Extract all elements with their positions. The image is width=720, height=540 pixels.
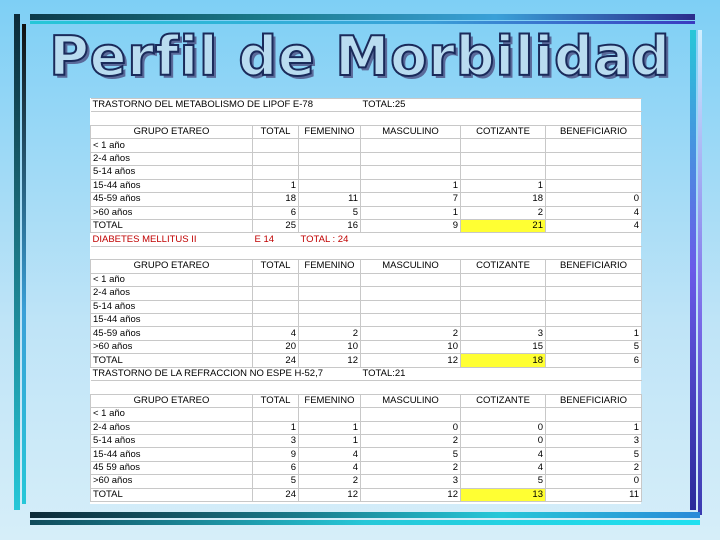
age-group-cell: TOTAL <box>91 488 253 501</box>
age-group-cell: 15-44 años <box>91 179 253 192</box>
age-group-cell: 2-4 años <box>91 421 253 434</box>
column-header: FEMENINO <box>299 260 361 273</box>
left-frame-bar-accent <box>22 24 26 504</box>
fem-cell: 1 <box>299 434 361 447</box>
total-cell <box>253 139 299 152</box>
morbidity-table-sheet <box>90 98 641 504</box>
ben-cell: 3 <box>546 434 642 447</box>
empty-cell <box>91 381 253 394</box>
age-group-cell: 2-4 años <box>91 287 253 300</box>
ben-cell: 11 <box>546 488 642 501</box>
age-group-cell: 45-59 años <box>91 327 253 340</box>
mas-cell <box>361 287 461 300</box>
ben-cell <box>546 408 642 421</box>
column-header: GRUPO ETAREO <box>91 260 253 273</box>
table-row <box>91 421 642 434</box>
mas-cell <box>361 273 461 286</box>
table-row <box>91 179 642 192</box>
ben-cell <box>546 300 642 313</box>
cot-cell <box>461 287 546 300</box>
table-row <box>91 139 642 152</box>
cot-cell: 21 <box>461 219 546 232</box>
table-row <box>91 273 642 286</box>
column-header: GRUPO ETAREO <box>91 394 253 407</box>
cot-cell: 15 <box>461 340 546 353</box>
fem-cell: 11 <box>299 193 361 206</box>
table-row <box>91 166 642 179</box>
column-header: TOTAL <box>253 125 299 138</box>
header-row <box>91 394 642 407</box>
empty-cell <box>461 112 546 125</box>
mas-cell: 7 <box>361 193 461 206</box>
age-group-cell: 15-44 años <box>91 448 253 461</box>
total-cell: 20 <box>253 340 299 353</box>
age-group-cell: 15-44 años <box>91 314 253 327</box>
age-group-cell: < 1 año <box>91 408 253 421</box>
column-header: COTIZANTE <box>461 260 546 273</box>
fem-cell: 2 <box>299 475 361 488</box>
ben-cell <box>546 139 642 152</box>
empty-cell <box>546 367 642 380</box>
empty-cell <box>461 367 546 380</box>
section-title-row <box>91 367 642 380</box>
age-group-cell: < 1 año <box>91 139 253 152</box>
column-header: GRUPO ETAREO <box>91 125 253 138</box>
mas-cell: 12 <box>361 354 461 367</box>
mas-cell: 12 <box>361 488 461 501</box>
mas-cell: 9 <box>361 219 461 232</box>
fem-cell <box>299 139 361 152</box>
table-row <box>91 434 642 447</box>
total-cell: 24 <box>253 354 299 367</box>
empty-cell <box>546 99 642 112</box>
empty-cell <box>546 246 642 259</box>
section-title-row <box>91 99 642 112</box>
age-group-cell: < 1 año <box>91 273 253 286</box>
bottom-frame-bar <box>30 512 700 518</box>
total-cell: 18 <box>253 193 299 206</box>
empty-cell <box>461 233 546 246</box>
column-header: MASCULINO <box>361 125 461 138</box>
section-total-label <box>361 233 461 246</box>
ben-cell: 6 <box>546 354 642 367</box>
ben-cell: 5 <box>546 448 642 461</box>
total-row <box>91 354 642 367</box>
ben-cell <box>546 152 642 165</box>
ben-cell: 4 <box>546 206 642 219</box>
empty-cell <box>299 246 361 259</box>
ben-cell: 1 <box>546 421 642 434</box>
right-frame-bar-accent <box>698 30 702 515</box>
empty-cell <box>91 246 253 259</box>
table-body <box>91 99 642 502</box>
mas-cell <box>361 408 461 421</box>
table-row <box>91 193 642 206</box>
column-header: FEMENINO <box>299 394 361 407</box>
total-cell <box>253 287 299 300</box>
cot-cell <box>461 139 546 152</box>
top-frame-bar <box>30 14 695 20</box>
empty-cell <box>253 381 299 394</box>
column-header: MASCULINO <box>361 260 461 273</box>
cot-cell <box>461 152 546 165</box>
total-cell: 24 <box>253 488 299 501</box>
fem-cell <box>299 179 361 192</box>
cot-cell: 0 <box>461 421 546 434</box>
mas-cell: 5 <box>361 448 461 461</box>
total-cell: 4 <box>253 327 299 340</box>
column-header: BENEFICIARIO <box>546 260 642 273</box>
ben-cell <box>546 273 642 286</box>
total-cell: 3 <box>253 434 299 447</box>
total-cell: 25 <box>253 219 299 232</box>
age-group-cell: 5-14 años <box>91 300 253 313</box>
section-title-row <box>91 233 642 246</box>
total-cell: 9 <box>253 448 299 461</box>
mas-cell: 0 <box>361 421 461 434</box>
table-row <box>91 461 642 474</box>
age-group-cell: 5-14 años <box>91 434 253 447</box>
cot-cell <box>461 273 546 286</box>
age-group-cell: TOTAL <box>91 219 253 232</box>
table-row <box>91 287 642 300</box>
total-cell <box>253 314 299 327</box>
empty-cell <box>461 381 546 394</box>
fem-cell: 4 <box>299 461 361 474</box>
column-header: BENEFICIARIO <box>546 394 642 407</box>
spacer-row <box>91 381 642 394</box>
fem-cell <box>299 273 361 286</box>
fem-cell <box>299 300 361 313</box>
table-row <box>91 300 642 313</box>
empty-cell <box>361 112 461 125</box>
column-header: COTIZANTE <box>461 394 546 407</box>
ben-cell: 2 <box>546 461 642 474</box>
ben-cell <box>546 287 642 300</box>
total-cell <box>253 166 299 179</box>
empty-cell <box>253 112 299 125</box>
cot-cell <box>461 166 546 179</box>
mas-cell: 1 <box>361 179 461 192</box>
fem-cell: 16 <box>299 219 361 232</box>
age-group-cell: 5-14 años <box>91 166 253 179</box>
ben-cell: 4 <box>546 219 642 232</box>
ben-cell: 5 <box>546 340 642 353</box>
bottom-frame-bar-accent <box>30 520 700 525</box>
section-total-label: TOTAL:25 <box>361 99 461 112</box>
age-group-cell: >60 años <box>91 475 253 488</box>
total-row <box>91 488 642 501</box>
table-row <box>91 314 642 327</box>
header-row <box>91 125 642 138</box>
mas-cell: 3 <box>361 475 461 488</box>
total-cell: 1 <box>253 179 299 192</box>
empty-cell <box>546 233 642 246</box>
empty-cell <box>461 246 546 259</box>
section-code-label: DIABETES MELLITUS II <box>91 233 253 246</box>
empty-cell <box>361 381 461 394</box>
column-header: BENEFICIARIO <box>546 125 642 138</box>
fem-cell <box>299 287 361 300</box>
total-cell <box>253 273 299 286</box>
ben-cell <box>546 314 642 327</box>
cot-cell <box>461 314 546 327</box>
spacer-row <box>91 112 642 125</box>
table-row <box>91 408 642 421</box>
cot-cell: 18 <box>461 193 546 206</box>
mas-cell <box>361 152 461 165</box>
section-total-label: TOTAL : 24 <box>299 233 361 246</box>
cot-cell: 4 <box>461 448 546 461</box>
spacer-row <box>91 246 642 259</box>
column-header: TOTAL <box>253 394 299 407</box>
mas-cell: 2 <box>361 327 461 340</box>
slide-title: Perfil de Morbilidad <box>49 25 671 88</box>
header-row <box>91 260 642 273</box>
fem-cell: 2 <box>299 327 361 340</box>
table-row <box>91 152 642 165</box>
fem-cell: 12 <box>299 354 361 367</box>
cot-cell: 3 <box>461 327 546 340</box>
ben-cell: 1 <box>546 327 642 340</box>
ben-cell <box>546 179 642 192</box>
column-header: MASCULINO <box>361 394 461 407</box>
fem-cell <box>299 166 361 179</box>
table-row <box>91 206 642 219</box>
empty-cell <box>299 381 361 394</box>
cot-cell: 4 <box>461 461 546 474</box>
fem-cell: 10 <box>299 340 361 353</box>
total-cell: 6 <box>253 461 299 474</box>
mas-cell: 2 <box>361 461 461 474</box>
cot-cell: 0 <box>461 434 546 447</box>
ben-cell: 0 <box>546 475 642 488</box>
total-cell: 5 <box>253 475 299 488</box>
cot-cell: 5 <box>461 475 546 488</box>
section-total-label: TOTAL:21 <box>361 367 461 380</box>
mas-cell: 10 <box>361 340 461 353</box>
empty-cell <box>253 246 299 259</box>
ben-cell: 0 <box>546 193 642 206</box>
empty-cell <box>546 381 642 394</box>
total-cell <box>253 300 299 313</box>
table-row <box>91 448 642 461</box>
ben-cell <box>546 166 642 179</box>
total-row <box>91 219 642 232</box>
section-code-suffix: E 14 <box>253 233 299 246</box>
empty-cell <box>361 246 461 259</box>
cot-cell: 13 <box>461 488 546 501</box>
mas-cell <box>361 166 461 179</box>
fem-cell <box>299 314 361 327</box>
total-cell: 6 <box>253 206 299 219</box>
age-group-cell: 45 59 años <box>91 461 253 474</box>
mas-cell <box>361 139 461 152</box>
mas-cell: 2 <box>361 434 461 447</box>
empty-cell <box>546 112 642 125</box>
cot-cell: 2 <box>461 206 546 219</box>
age-group-cell: 45-59 años <box>91 193 253 206</box>
age-group-cell: 2-4 años <box>91 152 253 165</box>
column-header: FEMENINO <box>299 125 361 138</box>
section-code-label: TRASTORNO DE LA REFRACCION NO ESPE H-52,7 <box>92 367 324 379</box>
cot-cell: 18 <box>461 354 546 367</box>
section-code-label: TRASTORNO DEL METABOLISMO DE LIPOF E-78 <box>92 99 313 111</box>
right-frame-bar <box>690 30 696 510</box>
mas-cell <box>361 314 461 327</box>
table-row <box>91 475 642 488</box>
table-row <box>91 340 642 353</box>
fem-cell: 5 <box>299 206 361 219</box>
fem-cell: 1 <box>299 421 361 434</box>
total-cell: 1 <box>253 421 299 434</box>
age-group-cell: TOTAL <box>91 354 253 367</box>
mas-cell <box>361 300 461 313</box>
total-cell <box>253 152 299 165</box>
morbidity-table <box>90 98 642 502</box>
mas-cell: 1 <box>361 206 461 219</box>
column-header: TOTAL <box>253 260 299 273</box>
empty-cell <box>461 99 546 112</box>
empty-cell <box>299 112 361 125</box>
fem-cell <box>299 152 361 165</box>
total-cell <box>253 408 299 421</box>
cot-cell <box>461 300 546 313</box>
age-group-cell: >60 años <box>91 340 253 353</box>
age-group-cell: >60 años <box>91 206 253 219</box>
empty-cell <box>91 112 253 125</box>
fem-cell <box>299 408 361 421</box>
column-header: COTIZANTE <box>461 125 546 138</box>
fem-cell: 12 <box>299 488 361 501</box>
cot-cell <box>461 408 546 421</box>
fem-cell: 4 <box>299 448 361 461</box>
table-row <box>91 327 642 340</box>
cot-cell: 1 <box>461 179 546 192</box>
